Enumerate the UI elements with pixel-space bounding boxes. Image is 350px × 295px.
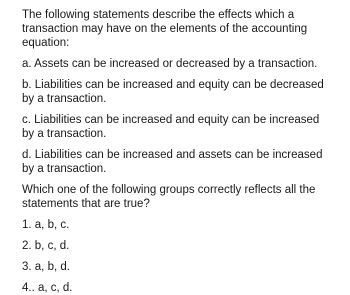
- question-prompt: Which one of the following groups correctly reflects all the statements that are true?: [22, 184, 316, 210]
- statement-b: b. Liabilities can be increased and equity can be decreased by a transaction.: [22, 79, 324, 105]
- answer-option-3: 3. a, b, d.: [22, 261, 70, 273]
- answer-option-1: 1. a, b, c.: [22, 219, 70, 231]
- statement-a: a. Assets can be increased or decreased by a transaction.: [22, 58, 318, 70]
- answer-option-2: 2. b, c, d.: [22, 240, 70, 252]
- statement-c: c. Liabilities can be increased and equity can be increased by a transaction.: [22, 114, 320, 140]
- question-intro: The following statements describe the effects which a transaction may have on the elements of the accounting equation:: [22, 9, 308, 49]
- statement-d: d. Liabilities can be increased and assets can be increased by a transaction.: [22, 149, 323, 175]
- answer-option-4: 4.. a, c, d.: [22, 282, 73, 294]
